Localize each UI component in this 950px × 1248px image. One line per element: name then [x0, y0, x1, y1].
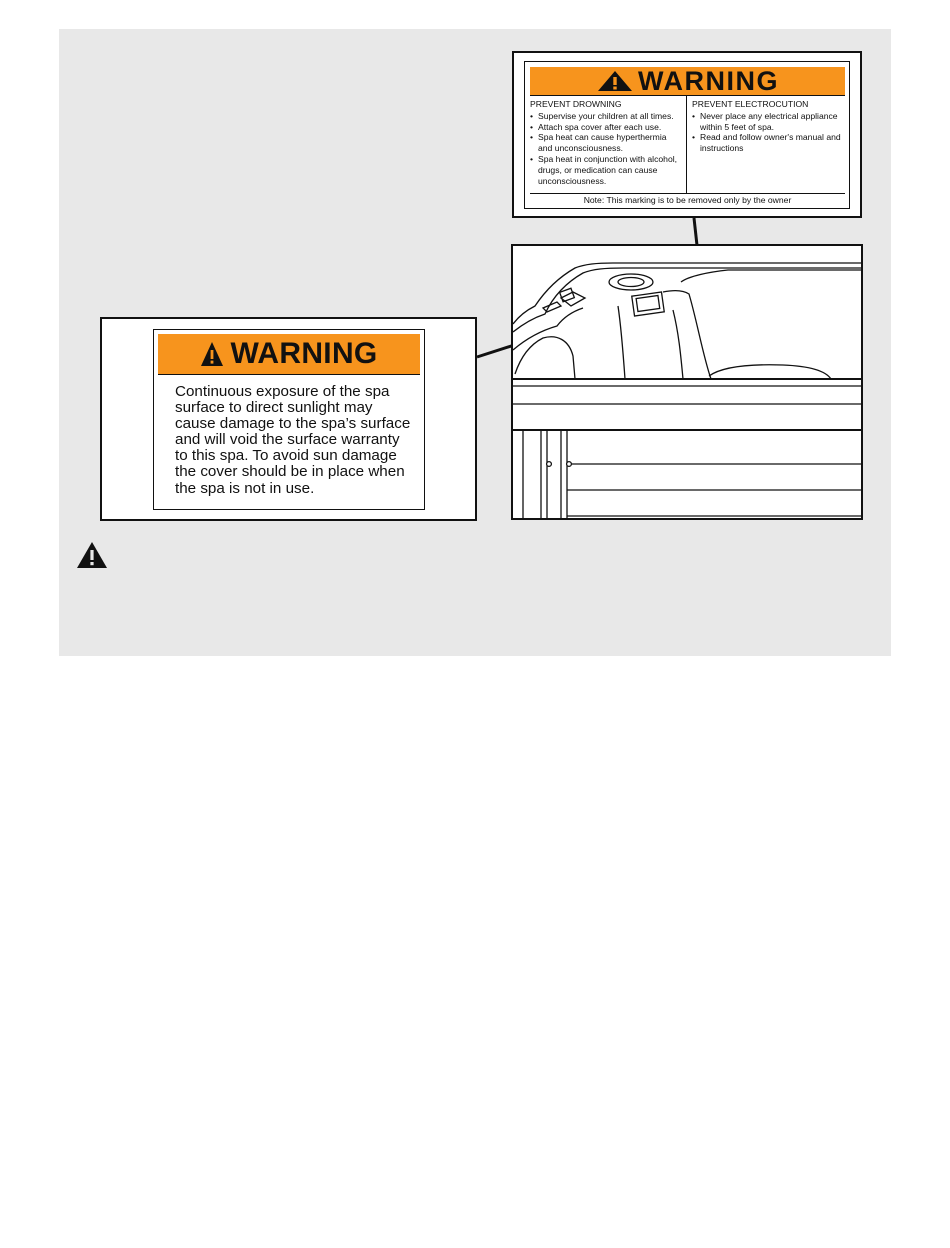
sunlight-warning-label — [100, 317, 477, 521]
list-item: • Spa heat in conjunction with alcohol, drugs, or medication can cause unconsciousness. — [530, 153, 678, 186]
warning-title: WARNING — [638, 65, 779, 96]
warning-text-line: and will void the surface warranty — [175, 431, 400, 449]
note-divider — [530, 193, 845, 194]
list-item: • Supervise your children at all times. — [530, 110, 674, 121]
prevent-drowning-column — [530, 99, 680, 186]
drowning-warning-label-inner — [524, 61, 850, 209]
sunlight-warning-text — [175, 384, 415, 497]
list-item: • Never place any electrical appliance within 5 feet of spa. — [692, 110, 838, 132]
warning-text-line: surface to direct sunlight may — [175, 399, 373, 417]
warning-text-line: the spa is not in use. — [175, 479, 315, 497]
warning-triangle-icon — [200, 341, 224, 367]
prevent-drowning-heading: PREVENT DROWNING — [530, 99, 622, 109]
sunlight-warning-label-inner — [153, 329, 425, 510]
warning-text-line: Continuous exposure of the spa — [175, 383, 390, 400]
spa-drawing — [513, 246, 863, 520]
column-divider — [686, 95, 687, 193]
warning-banner — [530, 67, 845, 96]
warning-banner — [158, 334, 420, 375]
warning-text-line: the cover should be in place when — [175, 463, 405, 481]
list-item: • Attach spa cover after each use. — [530, 121, 662, 132]
prevent-electrocution-heading: PREVENT ELECTROCUTION — [692, 99, 809, 109]
list-item: • Read and follow owner's manual and instructions — [692, 132, 841, 154]
drowning-warning-label — [512, 51, 862, 218]
warning-title: WARNING — [230, 337, 378, 370]
warning-triangle-icon — [76, 541, 108, 569]
prevent-electrocution-column — [692, 99, 848, 154]
warning-text-line: to this spa. To avoid sun damage — [175, 447, 397, 465]
warning-text-line: cause damage to the spa’s surface — [175, 415, 411, 433]
removal-note: Note: This marking is to be removed only by the owner — [583, 195, 792, 205]
list-item: • Spa heat can cause hyperthermia and unconsciousness. — [530, 132, 667, 154]
warning-triangle-icon — [596, 70, 634, 92]
spa-illustration — [511, 244, 863, 520]
